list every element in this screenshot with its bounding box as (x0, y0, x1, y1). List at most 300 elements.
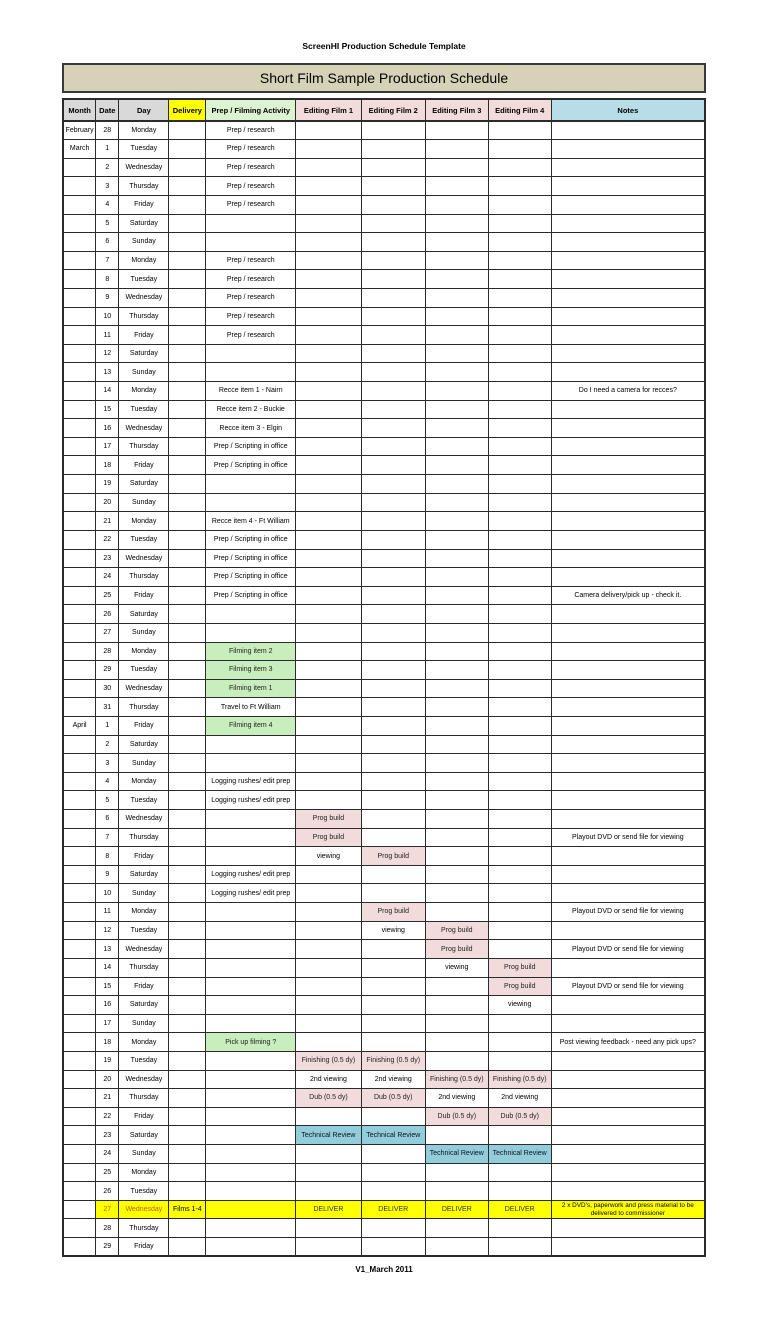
cell-month (63, 661, 96, 680)
cell-delivery (169, 177, 206, 196)
cell-editing-film-3 (425, 456, 488, 475)
cell-editing-film-4 (488, 437, 551, 456)
cell-editing-film-4 (488, 326, 551, 345)
cell-editing-film-4 (488, 549, 551, 568)
cell-editing-film-3 (425, 363, 488, 382)
cell-editing-film-1 (296, 698, 361, 717)
cell-day: Sunday (119, 754, 169, 773)
cell-editing-film-1 (296, 195, 361, 214)
cell-notes (551, 1163, 705, 1182)
cell-month (63, 307, 96, 326)
cell-editing-film-4 (488, 661, 551, 680)
cell-prep-activity: Recce item 1 - Nairn (206, 382, 296, 401)
cell-date: 7 (96, 251, 119, 270)
cell-editing-film-3 (425, 195, 488, 214)
cell-prep-activity: Prep / research (206, 140, 296, 159)
cell-month (63, 828, 96, 847)
schedule-row (63, 903, 705, 922)
cell-day: Thursday (119, 958, 169, 977)
cell-prep-activity (206, 1107, 296, 1126)
cell-date: 2 (96, 158, 119, 177)
cell-editing-film-3 (425, 326, 488, 345)
cell-delivery (169, 456, 206, 475)
cell-month (63, 1200, 96, 1219)
cell-editing-film-1 (296, 977, 361, 996)
cell-day: Wednesday (119, 1070, 169, 1089)
cell-date: 6 (96, 233, 119, 252)
cell-prep-activity: Recce item 2 - Buckie (206, 400, 296, 419)
cell-prep-activity: Pick up filming ? (206, 1033, 296, 1052)
cell-editing-film-4: Prog build (488, 977, 551, 996)
cell-editing-film-4 (488, 884, 551, 903)
cell-editing-film-1 (296, 214, 361, 233)
cell-date: 18 (96, 1033, 119, 1052)
cell-month (63, 698, 96, 717)
cell-editing-film-1 (296, 475, 361, 494)
cell-day: Wednesday (119, 1200, 169, 1219)
schedule-row (63, 140, 705, 159)
cell-editing-film-2 (361, 940, 425, 959)
cell-editing-film-1 (296, 1033, 361, 1052)
cell-date: 4 (96, 195, 119, 214)
schedule-row (63, 1070, 705, 1089)
cell-editing-film-2 (361, 1238, 425, 1257)
cell-notes (551, 884, 705, 903)
cell-editing-film-3 (425, 307, 488, 326)
cell-editing-film-4 (488, 512, 551, 531)
cell-delivery (169, 754, 206, 773)
cell-prep-activity: Prep / Scripting in office (206, 568, 296, 587)
cell-day: Sunday (119, 493, 169, 512)
cell-date: 5 (96, 791, 119, 810)
schedule-row (63, 121, 705, 140)
cell-delivery (169, 251, 206, 270)
cell-delivery (169, 233, 206, 252)
cell-date: 17 (96, 1014, 119, 1033)
cell-editing-film-1 (296, 1163, 361, 1182)
cell-notes (551, 568, 705, 587)
cell-prep-activity (206, 958, 296, 977)
cell-editing-film-4 (488, 1014, 551, 1033)
schedule-row (63, 772, 705, 791)
cell-notes (551, 661, 705, 680)
cell-editing-film-2 (361, 307, 425, 326)
schedule-row (63, 363, 705, 382)
schedule-row (63, 419, 705, 438)
cell-editing-film-4 (488, 754, 551, 773)
cell-editing-film-3 (425, 1238, 488, 1257)
cell-editing-film-1 (296, 140, 361, 159)
cell-date: 14 (96, 958, 119, 977)
cell-prep-activity (206, 921, 296, 940)
cell-editing-film-3 (425, 903, 488, 922)
cell-editing-film-2 (361, 1033, 425, 1052)
cell-month (63, 270, 96, 289)
cell-day: Monday (119, 382, 169, 401)
cell-prep-activity (206, 1051, 296, 1070)
cell-notes (551, 158, 705, 177)
cell-prep-activity: Prep / Scripting in office (206, 456, 296, 475)
cell-editing-film-4 (488, 698, 551, 717)
cell-day: Saturday (119, 344, 169, 363)
cell-notes (551, 493, 705, 512)
cell-month (63, 1163, 96, 1182)
cell-day: Thursday (119, 307, 169, 326)
cell-delivery (169, 1145, 206, 1164)
cell-delivery (169, 493, 206, 512)
cell-editing-film-1 (296, 419, 361, 438)
cell-day: Wednesday (119, 419, 169, 438)
schedule-row (63, 288, 705, 307)
cell-editing-film-2 (361, 996, 425, 1015)
cell-notes (551, 605, 705, 624)
cell-prep-activity (206, 1070, 296, 1089)
cell-date: 13 (96, 940, 119, 959)
cell-month (63, 1238, 96, 1257)
cell-delivery (169, 679, 206, 698)
cell-date: 30 (96, 679, 119, 698)
cell-delivery (169, 344, 206, 363)
cell-prep-activity (206, 214, 296, 233)
cell-date: 11 (96, 903, 119, 922)
cell-editing-film-1 (296, 586, 361, 605)
cell-day: Friday (119, 1107, 169, 1126)
cell-day: Sunday (119, 363, 169, 382)
cell-notes (551, 1089, 705, 1108)
cell-editing-film-3 (425, 865, 488, 884)
cell-notes (551, 847, 705, 866)
cell-editing-film-2: Dub (0.5 dy) (361, 1089, 425, 1108)
cell-editing-film-2 (361, 1182, 425, 1201)
cell-day: Tuesday (119, 270, 169, 289)
column-header-editing-film-2: Editing Film 2 (361, 99, 425, 121)
cell-editing-film-1 (296, 791, 361, 810)
cell-editing-film-1 (296, 996, 361, 1015)
cell-editing-film-2: 2nd viewing (361, 1070, 425, 1089)
cell-editing-film-2 (361, 214, 425, 233)
cell-day: Friday (119, 1238, 169, 1257)
cell-editing-film-1 (296, 493, 361, 512)
cell-editing-film-4 (488, 679, 551, 698)
cell-editing-film-2 (361, 288, 425, 307)
cell-delivery (169, 996, 206, 1015)
cell-month (63, 493, 96, 512)
cell-editing-film-4 (488, 605, 551, 624)
cell-editing-film-4: Finishing (0.5 dy) (488, 1070, 551, 1089)
cell-day: Wednesday (119, 158, 169, 177)
schedule-row (63, 1033, 705, 1052)
cell-editing-film-4 (488, 903, 551, 922)
cell-day: Wednesday (119, 679, 169, 698)
cell-notes (551, 791, 705, 810)
cell-day: Saturday (119, 996, 169, 1015)
cell-date: 29 (96, 661, 119, 680)
cell-editing-film-3 (425, 512, 488, 531)
cell-date: 23 (96, 549, 119, 568)
cell-month (63, 251, 96, 270)
cell-month (63, 1089, 96, 1108)
cell-date: 1 (96, 140, 119, 159)
cell-delivery (169, 419, 206, 438)
cell-editing-film-2 (361, 586, 425, 605)
cell-delivery (169, 195, 206, 214)
cell-month (63, 1107, 96, 1126)
cell-editing-film-1 (296, 512, 361, 531)
cell-day: Thursday (119, 698, 169, 717)
cell-editing-film-1 (296, 326, 361, 345)
cell-date: 10 (96, 884, 119, 903)
cell-editing-film-2 (361, 977, 425, 996)
cell-notes (551, 344, 705, 363)
cell-date: 26 (96, 605, 119, 624)
cell-delivery (169, 884, 206, 903)
cell-prep-activity (206, 996, 296, 1015)
cell-editing-film-3 (425, 698, 488, 717)
cell-day: Monday (119, 121, 169, 140)
cell-editing-film-4 (488, 717, 551, 736)
cell-day: Thursday (119, 568, 169, 587)
cell-prep-activity: Prep / Scripting in office (206, 530, 296, 549)
cell-editing-film-1 (296, 251, 361, 270)
cell-notes (551, 1126, 705, 1145)
schedule-row (63, 642, 705, 661)
schedule-row (63, 958, 705, 977)
cell-notes (551, 549, 705, 568)
cell-editing-film-4 (488, 195, 551, 214)
cell-editing-film-3 (425, 270, 488, 289)
cell-editing-film-2: DELIVER (361, 1200, 425, 1219)
cell-editing-film-3 (425, 1051, 488, 1070)
cell-notes (551, 400, 705, 419)
cell-notes (551, 810, 705, 829)
cell-editing-film-3: Technical Review (425, 1145, 488, 1164)
schedule-row (63, 921, 705, 940)
cell-editing-film-1 (296, 1182, 361, 1201)
cell-delivery (169, 661, 206, 680)
cell-day: Saturday (119, 605, 169, 624)
cell-day: Monday (119, 251, 169, 270)
column-header-notes: Notes (551, 99, 705, 121)
cell-date: 2 (96, 735, 119, 754)
cell-prep-activity (206, 1126, 296, 1145)
cell-day: Tuesday (119, 530, 169, 549)
cell-prep-activity: Prep / Scripting in office (206, 437, 296, 456)
cell-delivery (169, 288, 206, 307)
schedule-row (63, 177, 705, 196)
cell-editing-film-3: DELIVER (425, 1200, 488, 1219)
schedule-row (63, 158, 705, 177)
cell-month (63, 214, 96, 233)
cell-day: Sunday (119, 233, 169, 252)
cell-editing-film-4 (488, 214, 551, 233)
cell-editing-film-4 (488, 363, 551, 382)
cell-editing-film-1: Finishing (0.5 dy) (296, 1051, 361, 1070)
cell-date: 19 (96, 475, 119, 494)
cell-editing-film-2 (361, 865, 425, 884)
cell-editing-film-3 (425, 1033, 488, 1052)
cell-editing-film-4 (488, 530, 551, 549)
cell-month (63, 288, 96, 307)
column-header-prep-filming-activity: Prep / Filming Activity (206, 99, 296, 121)
cell-month: February (63, 121, 96, 140)
cell-editing-film-3 (425, 568, 488, 587)
cell-month (63, 419, 96, 438)
cell-delivery (169, 921, 206, 940)
cell-day: Friday (119, 977, 169, 996)
cell-delivery (169, 903, 206, 922)
cell-day: Wednesday (119, 288, 169, 307)
cell-editing-film-2 (361, 605, 425, 624)
cell-prep-activity: Logging rushes/ edit prep (206, 772, 296, 791)
cell-day: Tuesday (119, 791, 169, 810)
schedule-row (63, 530, 705, 549)
cell-editing-film-4 (488, 940, 551, 959)
cell-editing-film-1 (296, 679, 361, 698)
cell-editing-film-2 (361, 344, 425, 363)
cell-editing-film-1: Technical Review (296, 1126, 361, 1145)
cell-editing-film-1 (296, 940, 361, 959)
cell-editing-film-3 (425, 121, 488, 140)
cell-date: 17 (96, 437, 119, 456)
cell-editing-film-4 (488, 865, 551, 884)
cell-editing-film-1 (296, 735, 361, 754)
cell-prep-activity: Prep / research (206, 195, 296, 214)
cell-month (63, 400, 96, 419)
cell-day: Tuesday (119, 921, 169, 940)
cell-day: Friday (119, 195, 169, 214)
cell-date: 23 (96, 1126, 119, 1145)
cell-editing-film-3 (425, 475, 488, 494)
cell-editing-film-4 (488, 493, 551, 512)
cell-notes (551, 214, 705, 233)
cell-editing-film-2 (361, 456, 425, 475)
cell-editing-film-2: Prog build (361, 847, 425, 866)
schedule-row (63, 307, 705, 326)
cell-editing-film-1 (296, 605, 361, 624)
cell-delivery (169, 1219, 206, 1238)
cell-delivery (169, 568, 206, 587)
cell-editing-film-3 (425, 1126, 488, 1145)
cell-month (63, 586, 96, 605)
cell-notes (551, 512, 705, 531)
cell-notes (551, 1238, 705, 1257)
cell-editing-film-3 (425, 884, 488, 903)
cell-date: 29 (96, 1238, 119, 1257)
cell-editing-film-1 (296, 921, 361, 940)
cell-editing-film-1: 2nd viewing (296, 1070, 361, 1089)
cell-editing-film-1 (296, 158, 361, 177)
cell-editing-film-2 (361, 754, 425, 773)
cell-editing-film-3: Dub (0.5 dy) (425, 1107, 488, 1126)
cell-month: March (63, 140, 96, 159)
cell-editing-film-2 (361, 158, 425, 177)
cell-delivery (169, 549, 206, 568)
cell-date: 1 (96, 717, 119, 736)
cell-month (63, 996, 96, 1015)
cell-date: 21 (96, 1089, 119, 1108)
cell-date: 19 (96, 1051, 119, 1070)
cell-editing-film-4 (488, 791, 551, 810)
cell-editing-film-3 (425, 493, 488, 512)
cell-date: 14 (96, 382, 119, 401)
cell-editing-film-4 (488, 233, 551, 252)
cell-month (63, 791, 96, 810)
column-header-editing-film-3: Editing Film 3 (425, 99, 488, 121)
cell-editing-film-3 (425, 344, 488, 363)
cell-month (63, 1033, 96, 1052)
cell-date: 3 (96, 177, 119, 196)
cell-editing-film-1: Prog build (296, 828, 361, 847)
cell-editing-film-2 (361, 735, 425, 754)
cell-date: 11 (96, 326, 119, 345)
cell-editing-film-3: Prog build (425, 921, 488, 940)
cell-editing-film-3 (425, 1182, 488, 1201)
cell-editing-film-3 (425, 400, 488, 419)
schedule-row (63, 717, 705, 736)
cell-prep-activity: Recce item 4 - Ft William (206, 512, 296, 531)
cell-editing-film-2 (361, 772, 425, 791)
cell-editing-film-1 (296, 363, 361, 382)
cell-month (63, 1219, 96, 1238)
cell-editing-film-4 (488, 177, 551, 196)
cell-date: 4 (96, 772, 119, 791)
column-header-editing-film-4: Editing Film 4 (488, 99, 551, 121)
cell-editing-film-2: Technical Review (361, 1126, 425, 1145)
schedule-row (63, 1126, 705, 1145)
cell-notes: 2 x DVD's, paperwork and press material to be delivered to commissioner (551, 1200, 705, 1219)
cell-editing-film-2 (361, 791, 425, 810)
cell-notes (551, 437, 705, 456)
cell-editing-film-2 (361, 233, 425, 252)
schedule-row (63, 1238, 705, 1257)
cell-day: Saturday (119, 475, 169, 494)
schedule-row (63, 1089, 705, 1108)
cell-day: Saturday (119, 1126, 169, 1145)
schedule-row (63, 735, 705, 754)
cell-editing-film-1 (296, 717, 361, 736)
schedule-row (63, 679, 705, 698)
cell-date: 26 (96, 1182, 119, 1201)
cell-month (63, 568, 96, 587)
cell-editing-film-1 (296, 233, 361, 252)
cell-prep-activity: Prep / research (206, 288, 296, 307)
cell-editing-film-3 (425, 288, 488, 307)
schedule-row (63, 1182, 705, 1201)
schedule-row (63, 1051, 705, 1070)
cell-delivery (169, 400, 206, 419)
cell-delivery (169, 810, 206, 829)
cell-editing-film-4 (488, 475, 551, 494)
cell-day: Sunday (119, 1145, 169, 1164)
cell-date: 15 (96, 400, 119, 419)
cell-editing-film-1 (296, 568, 361, 587)
cell-day: Sunday (119, 884, 169, 903)
cell-month (63, 158, 96, 177)
cell-month (63, 623, 96, 642)
cell-editing-film-2 (361, 363, 425, 382)
cell-notes (551, 754, 705, 773)
cell-month (63, 754, 96, 773)
cell-notes (551, 865, 705, 884)
cell-month (63, 456, 96, 475)
cell-editing-film-4 (488, 1238, 551, 1257)
cell-editing-film-2 (361, 1219, 425, 1238)
cell-delivery (169, 270, 206, 289)
cell-delivery (169, 1107, 206, 1126)
cell-day: Monday (119, 903, 169, 922)
cell-delivery (169, 940, 206, 959)
cell-notes (551, 326, 705, 345)
